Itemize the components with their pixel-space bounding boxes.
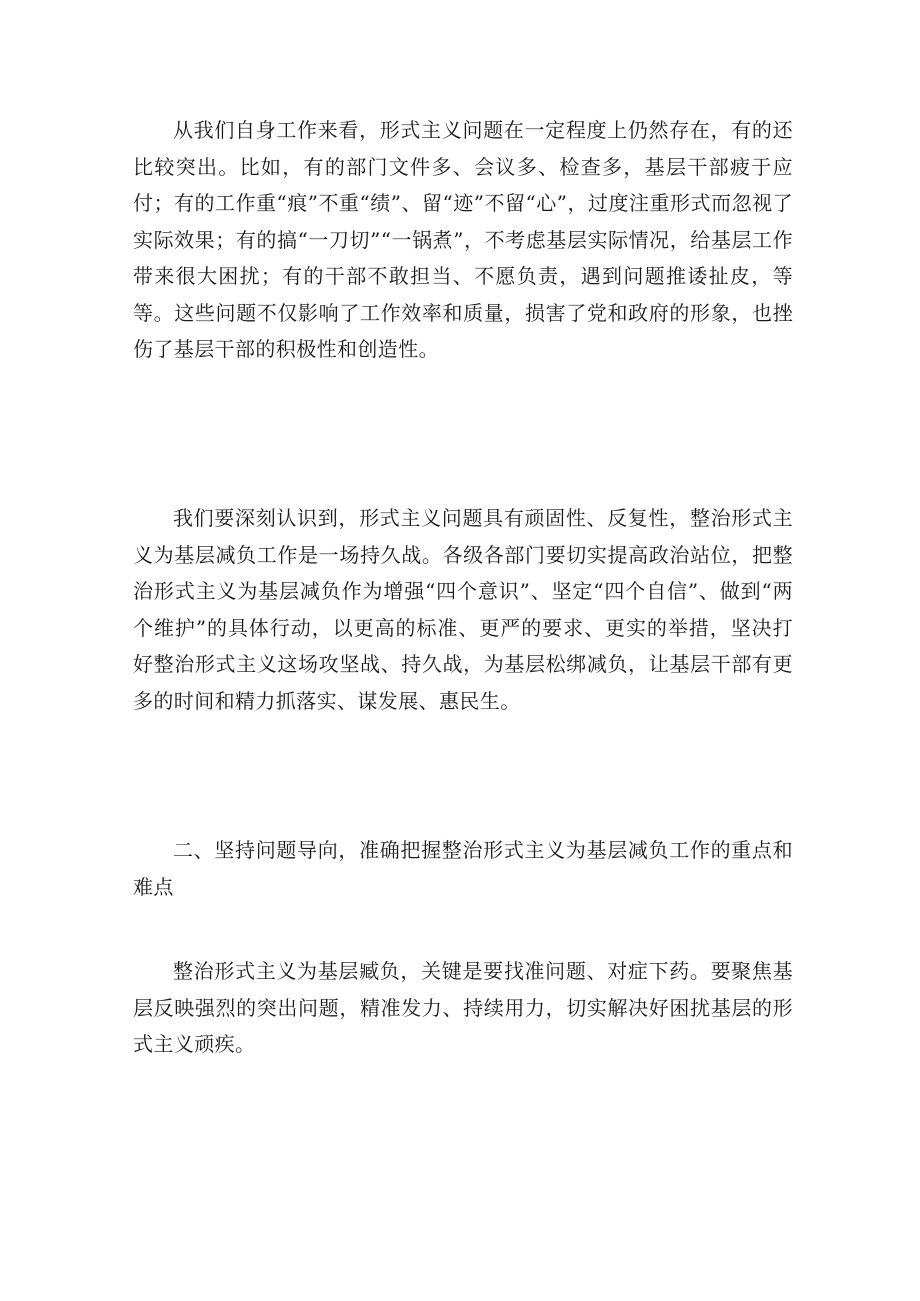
- section-heading: 二、坚持问题导向，准确把握整治形式主义为基层减负工作的重点和难点: [133, 838, 793, 899]
- body-paragraph: 从我们自身工作来看，形式主义问题在一定程度上仍然存在，有的还比较突出。比如，有的部门文件多、会议多、检查多，基层干部疲于应付；有的工作重“痕”不重“绩”、留“迹”不留“心”，过度注重形式而忽视了实际效果；有的搞“一刀切”“一锅煮”，不考虑基层实际情况，给基层工作带来很大困扰；有的干部不敢担当、不愿负责，遇到问题推诿扯皮，等等。这些问题不仅影响了工作效率和质量，损害了党和政府的形象，也挫伤了基层干部的积极性和创造性。: [133, 118, 793, 361]
- body-paragraph: 整治形式主义为基层臧负，关键是要找准问题、对症下药。要聚焦基层反映强烈的突出问题，精准发力、持续用力，切实解决好困扰基层的形式主义顽疾。: [133, 959, 793, 1056]
- body-paragraph: 我们要深刻认识到，形式主义问题具有顽固性、反复性，整治形式主义为基层减负工作是一场持久战。各级各部门要切实提高政治站位，把整治形式主义为基层减负作为增强“四个意识”、坚定“四个自信”、做到“两个维护”的具体行动，以更高的标准、更严的要求、更实的举措，坚决打好整治形式主义这场攻坚战、持久战，为基层松绑减负，让基层干部有更多的时间和精力抓落实、谋发展、惠民生。: [133, 506, 793, 713]
